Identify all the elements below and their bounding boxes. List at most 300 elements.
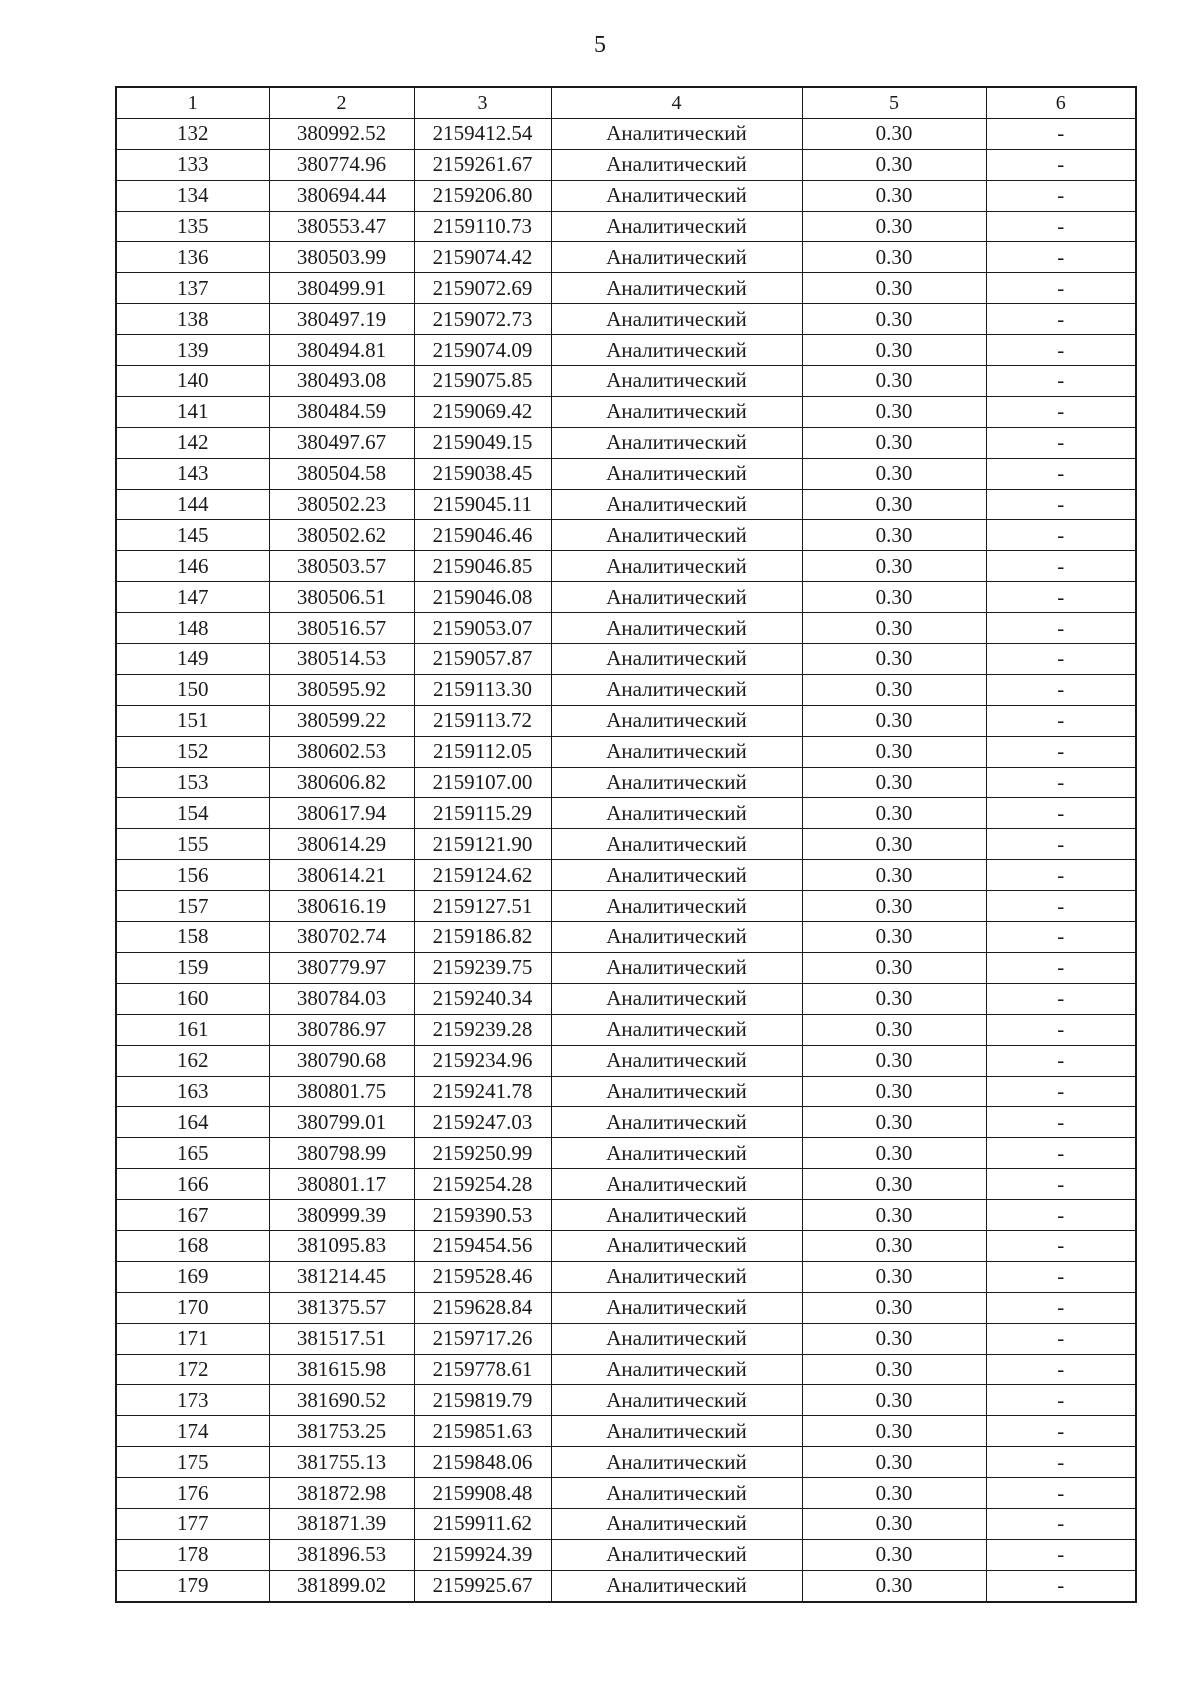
y-coordinate-cell: 2159717.26: [414, 1323, 551, 1354]
method-cell: Аналитический: [551, 551, 802, 582]
note-cell: -: [986, 1230, 1136, 1261]
accuracy-cell: 0.30: [802, 1539, 986, 1570]
point-number-cell: 153: [116, 767, 269, 798]
note-cell: -: [986, 613, 1136, 644]
y-coordinate-cell: 2159908.48: [414, 1478, 551, 1509]
y-coordinate-cell: 2159250.99: [414, 1138, 551, 1169]
x-coordinate-cell: 380494.81: [269, 335, 414, 366]
method-cell: Аналитический: [551, 458, 802, 489]
table-row: [116, 829, 1136, 860]
x-coordinate-cell: 381755.13: [269, 1447, 414, 1478]
note-cell: -: [986, 1169, 1136, 1200]
x-coordinate-cell: 380553.47: [269, 211, 414, 242]
x-coordinate-cell: 381214.45: [269, 1261, 414, 1292]
table-row: [116, 335, 1136, 366]
table-row: [116, 582, 1136, 613]
accuracy-cell: 0.30: [802, 582, 986, 613]
point-number-cell: 133: [116, 149, 269, 180]
point-number-cell: 173: [116, 1385, 269, 1416]
y-coordinate-cell: 2159046.46: [414, 520, 551, 551]
x-coordinate-cell: 380799.01: [269, 1107, 414, 1138]
point-number-cell: 165: [116, 1138, 269, 1169]
accuracy-cell: 0.30: [802, 829, 986, 860]
note-cell: -: [986, 1076, 1136, 1107]
page-number: 5: [594, 32, 606, 58]
point-number-cell: 177: [116, 1508, 269, 1539]
point-number-cell: 166: [116, 1169, 269, 1200]
table-row: [116, 242, 1136, 273]
y-coordinate-cell: 2159072.73: [414, 304, 551, 335]
table-header: [116, 87, 1136, 118]
accuracy-cell: 0.30: [802, 1508, 986, 1539]
coordinates-table: [115, 86, 1137, 1603]
accuracy-cell: 0.30: [802, 1169, 986, 1200]
method-cell: Аналитический: [551, 366, 802, 397]
accuracy-cell: 0.30: [802, 952, 986, 983]
y-coordinate-cell: 2159528.46: [414, 1261, 551, 1292]
method-cell: Аналитический: [551, 1323, 802, 1354]
note-cell: -: [986, 1385, 1136, 1416]
table-row: [116, 860, 1136, 891]
method-cell: Аналитический: [551, 489, 802, 520]
point-number-cell: 176: [116, 1478, 269, 1509]
x-coordinate-cell: 380614.29: [269, 829, 414, 860]
point-number-cell: 142: [116, 427, 269, 458]
x-coordinate-cell: 380497.19: [269, 304, 414, 335]
method-cell: Аналитический: [551, 1416, 802, 1447]
point-number-cell: 157: [116, 891, 269, 922]
method-cell: Аналитический: [551, 1076, 802, 1107]
method-cell: Аналитический: [551, 1385, 802, 1416]
x-coordinate-cell: 381517.51: [269, 1323, 414, 1354]
y-coordinate-cell: 2159127.51: [414, 891, 551, 922]
x-coordinate-cell: 380503.99: [269, 242, 414, 273]
method-cell: Аналитический: [551, 891, 802, 922]
note-cell: -: [986, 489, 1136, 520]
point-number-cell: 149: [116, 644, 269, 675]
method-cell: Аналитический: [551, 1354, 802, 1385]
table-row: [116, 891, 1136, 922]
header-cell-col1: 1: [116, 87, 269, 118]
note-cell: -: [986, 1508, 1136, 1539]
method-cell: Аналитический: [551, 335, 802, 366]
x-coordinate-cell: 381753.25: [269, 1416, 414, 1447]
accuracy-cell: 0.30: [802, 1416, 986, 1447]
table-row: [116, 304, 1136, 335]
accuracy-cell: 0.30: [802, 1107, 986, 1138]
method-cell: Аналитический: [551, 582, 802, 613]
accuracy-cell: 0.30: [802, 118, 986, 149]
x-coordinate-cell: 380774.96: [269, 149, 414, 180]
point-number-cell: 171: [116, 1323, 269, 1354]
method-cell: Аналитический: [551, 304, 802, 335]
method-cell: Аналитический: [551, 1107, 802, 1138]
accuracy-cell: 0.30: [802, 1138, 986, 1169]
x-coordinate-cell: 380502.62: [269, 520, 414, 551]
table-row: [116, 551, 1136, 582]
table-row: [116, 118, 1136, 149]
method-cell: Аналитический: [551, 1570, 802, 1601]
table-row: [116, 613, 1136, 644]
note-cell: -: [986, 1354, 1136, 1385]
note-cell: -: [986, 118, 1136, 149]
note-cell: -: [986, 304, 1136, 335]
table-row: [116, 149, 1136, 180]
method-cell: Аналитический: [551, 1200, 802, 1231]
accuracy-cell: 0.30: [802, 180, 986, 211]
note-cell: -: [986, 1107, 1136, 1138]
y-coordinate-cell: 2159186.82: [414, 922, 551, 953]
y-coordinate-cell: 2159925.67: [414, 1570, 551, 1601]
note-cell: -: [986, 674, 1136, 705]
note-cell: -: [986, 644, 1136, 675]
table-row: [116, 1169, 1136, 1200]
accuracy-cell: 0.30: [802, 613, 986, 644]
y-coordinate-cell: 2159074.42: [414, 242, 551, 273]
point-number-cell: 154: [116, 798, 269, 829]
y-coordinate-cell: 2159053.07: [414, 613, 551, 644]
table-row: [116, 1107, 1136, 1138]
method-cell: Аналитический: [551, 1045, 802, 1076]
x-coordinate-cell: 380595.92: [269, 674, 414, 705]
accuracy-cell: 0.30: [802, 242, 986, 273]
point-number-cell: 156: [116, 860, 269, 891]
table-row: [116, 427, 1136, 458]
accuracy-cell: 0.30: [802, 1478, 986, 1509]
method-cell: Аналитический: [551, 829, 802, 860]
accuracy-cell: 0.30: [802, 366, 986, 397]
x-coordinate-cell: 380779.97: [269, 952, 414, 983]
method-cell: Аналитический: [551, 705, 802, 736]
note-cell: -: [986, 582, 1136, 613]
accuracy-cell: 0.30: [802, 860, 986, 891]
note-cell: -: [986, 736, 1136, 767]
header-cell-col4: 4: [551, 87, 802, 118]
header-cell-col6: 6: [986, 87, 1136, 118]
x-coordinate-cell: 380616.19: [269, 891, 414, 922]
point-number-cell: 132: [116, 118, 269, 149]
method-cell: Аналитический: [551, 1261, 802, 1292]
point-number-cell: 152: [116, 736, 269, 767]
note-cell: -: [986, 1138, 1136, 1169]
note-cell: -: [986, 1478, 1136, 1509]
x-coordinate-cell: 381615.98: [269, 1354, 414, 1385]
y-coordinate-cell: 2159254.28: [414, 1169, 551, 1200]
table-row: [116, 1478, 1136, 1509]
x-coordinate-cell: 380801.17: [269, 1169, 414, 1200]
y-coordinate-cell: 2159261.67: [414, 149, 551, 180]
accuracy-cell: 0.30: [802, 1323, 986, 1354]
point-number-cell: 172: [116, 1354, 269, 1385]
note-cell: -: [986, 1292, 1136, 1323]
note-cell: -: [986, 1014, 1136, 1045]
accuracy-cell: 0.30: [802, 489, 986, 520]
note-cell: -: [986, 1200, 1136, 1231]
y-coordinate-cell: 2159628.84: [414, 1292, 551, 1323]
table-row: [116, 983, 1136, 1014]
accuracy-cell: 0.30: [802, 644, 986, 675]
y-coordinate-cell: 2159240.34: [414, 983, 551, 1014]
accuracy-cell: 0.30: [802, 427, 986, 458]
table-row: [116, 1200, 1136, 1231]
x-coordinate-cell: 380502.23: [269, 489, 414, 520]
point-number-cell: 159: [116, 952, 269, 983]
point-number-cell: 161: [116, 1014, 269, 1045]
point-number-cell: 145: [116, 520, 269, 551]
accuracy-cell: 0.30: [802, 520, 986, 551]
y-coordinate-cell: 2159239.28: [414, 1014, 551, 1045]
x-coordinate-cell: 380694.44: [269, 180, 414, 211]
accuracy-cell: 0.30: [802, 674, 986, 705]
y-coordinate-cell: 2159124.62: [414, 860, 551, 891]
table-row: [116, 644, 1136, 675]
method-cell: Аналитический: [551, 1230, 802, 1261]
x-coordinate-cell: 380516.57: [269, 613, 414, 644]
method-cell: Аналитический: [551, 983, 802, 1014]
y-coordinate-cell: 2159046.85: [414, 551, 551, 582]
point-number-cell: 162: [116, 1045, 269, 1076]
note-cell: -: [986, 1416, 1136, 1447]
method-cell: Аналитический: [551, 242, 802, 273]
y-coordinate-cell: 2159112.05: [414, 736, 551, 767]
point-number-cell: 136: [116, 242, 269, 273]
method-cell: Аналитический: [551, 273, 802, 304]
method-cell: Аналитический: [551, 860, 802, 891]
y-coordinate-cell: 2159107.00: [414, 767, 551, 798]
table-row: [116, 922, 1136, 953]
accuracy-cell: 0.30: [802, 736, 986, 767]
point-number-cell: 148: [116, 613, 269, 644]
y-coordinate-cell: 2159454.56: [414, 1230, 551, 1261]
y-coordinate-cell: 2159113.72: [414, 705, 551, 736]
point-number-cell: 167: [116, 1200, 269, 1231]
y-coordinate-cell: 2159057.87: [414, 644, 551, 675]
x-coordinate-cell: 380506.51: [269, 582, 414, 613]
y-coordinate-cell: 2159911.62: [414, 1508, 551, 1539]
point-number-cell: 140: [116, 366, 269, 397]
method-cell: Аналитический: [551, 767, 802, 798]
accuracy-cell: 0.30: [802, 396, 986, 427]
point-number-cell: 158: [116, 922, 269, 953]
method-cell: Аналитический: [551, 1478, 802, 1509]
method-cell: Аналитический: [551, 798, 802, 829]
x-coordinate-cell: 380617.94: [269, 798, 414, 829]
y-coordinate-cell: 2159038.45: [414, 458, 551, 489]
x-coordinate-cell: 380484.59: [269, 396, 414, 427]
method-cell: Аналитический: [551, 427, 802, 458]
table-row: [116, 674, 1136, 705]
table-row: [116, 705, 1136, 736]
table-body: [116, 118, 1136, 1601]
y-coordinate-cell: 2159390.53: [414, 1200, 551, 1231]
x-coordinate-cell: 380606.82: [269, 767, 414, 798]
point-number-cell: 151: [116, 705, 269, 736]
note-cell: -: [986, 180, 1136, 211]
table-row: [116, 1508, 1136, 1539]
accuracy-cell: 0.30: [802, 767, 986, 798]
accuracy-cell: 0.30: [802, 1200, 986, 1231]
table-row: [116, 458, 1136, 489]
accuracy-cell: 0.30: [802, 1045, 986, 1076]
y-coordinate-cell: 2159778.61: [414, 1354, 551, 1385]
table-row: [116, 1045, 1136, 1076]
note-cell: -: [986, 829, 1136, 860]
y-coordinate-cell: 2159241.78: [414, 1076, 551, 1107]
table-row: [116, 798, 1136, 829]
table-row: [116, 1230, 1136, 1261]
table-row: [116, 1323, 1136, 1354]
y-coordinate-cell: 2159924.39: [414, 1539, 551, 1570]
table-row: [116, 489, 1136, 520]
method-cell: Аналитический: [551, 1539, 802, 1570]
accuracy-cell: 0.30: [802, 304, 986, 335]
note-cell: -: [986, 952, 1136, 983]
point-number-cell: 134: [116, 180, 269, 211]
point-number-cell: 137: [116, 273, 269, 304]
x-coordinate-cell: 381375.57: [269, 1292, 414, 1323]
y-coordinate-cell: 2159110.73: [414, 211, 551, 242]
method-cell: Аналитический: [551, 1169, 802, 1200]
method-cell: Аналитический: [551, 736, 802, 767]
point-number-cell: 143: [116, 458, 269, 489]
x-coordinate-cell: 380801.75: [269, 1076, 414, 1107]
point-number-cell: 155: [116, 829, 269, 860]
x-coordinate-cell: 380602.53: [269, 736, 414, 767]
y-coordinate-cell: 2159819.79: [414, 1385, 551, 1416]
method-cell: Аналитический: [551, 613, 802, 644]
accuracy-cell: 0.30: [802, 1354, 986, 1385]
accuracy-cell: 0.30: [802, 798, 986, 829]
point-number-cell: 138: [116, 304, 269, 335]
y-coordinate-cell: 2159115.29: [414, 798, 551, 829]
note-cell: -: [986, 1447, 1136, 1478]
header-cell-col3: 3: [414, 87, 551, 118]
point-number-cell: 169: [116, 1261, 269, 1292]
accuracy-cell: 0.30: [802, 922, 986, 953]
accuracy-cell: 0.30: [802, 705, 986, 736]
table-row: [116, 1014, 1136, 1045]
method-cell: Аналитический: [551, 1447, 802, 1478]
note-cell: -: [986, 767, 1136, 798]
method-cell: Аналитический: [551, 118, 802, 149]
method-cell: Аналитический: [551, 180, 802, 211]
point-number-cell: 168: [116, 1230, 269, 1261]
x-coordinate-cell: 381871.39: [269, 1508, 414, 1539]
table-row: [116, 396, 1136, 427]
x-coordinate-cell: 381899.02: [269, 1570, 414, 1601]
method-cell: Аналитический: [551, 674, 802, 705]
accuracy-cell: 0.30: [802, 1261, 986, 1292]
point-number-cell: 146: [116, 551, 269, 582]
y-coordinate-cell: 2159239.75: [414, 952, 551, 983]
x-coordinate-cell: 381896.53: [269, 1539, 414, 1570]
y-coordinate-cell: 2159206.80: [414, 180, 551, 211]
method-cell: Аналитический: [551, 1292, 802, 1323]
table-row: [116, 736, 1136, 767]
x-coordinate-cell: 380503.57: [269, 551, 414, 582]
accuracy-cell: 0.30: [802, 273, 986, 304]
point-number-cell: 164: [116, 1107, 269, 1138]
table-row: [116, 1539, 1136, 1570]
accuracy-cell: 0.30: [802, 1076, 986, 1107]
note-cell: -: [986, 273, 1136, 304]
table-row: [116, 1138, 1136, 1169]
table-row: [116, 1385, 1136, 1416]
y-coordinate-cell: 2159074.09: [414, 335, 551, 366]
note-cell: -: [986, 520, 1136, 551]
method-cell: Аналитический: [551, 952, 802, 983]
x-coordinate-cell: 380702.74: [269, 922, 414, 953]
x-coordinate-cell: 380798.99: [269, 1138, 414, 1169]
accuracy-cell: 0.30: [802, 1014, 986, 1045]
point-number-cell: 139: [116, 335, 269, 366]
note-cell: -: [986, 1539, 1136, 1570]
y-coordinate-cell: 2159072.69: [414, 273, 551, 304]
accuracy-cell: 0.30: [802, 551, 986, 582]
note-cell: -: [986, 891, 1136, 922]
accuracy-cell: 0.30: [802, 891, 986, 922]
x-coordinate-cell: 380999.39: [269, 1200, 414, 1231]
method-cell: Аналитический: [551, 1508, 802, 1539]
table-row: [116, 1261, 1136, 1292]
table-row: [116, 211, 1136, 242]
y-coordinate-cell: 2159045.11: [414, 489, 551, 520]
point-number-cell: 163: [116, 1076, 269, 1107]
table-row: [116, 1292, 1136, 1323]
x-coordinate-cell: 380499.91: [269, 273, 414, 304]
note-cell: -: [986, 149, 1136, 180]
y-coordinate-cell: 2159851.63: [414, 1416, 551, 1447]
y-coordinate-cell: 2159075.85: [414, 366, 551, 397]
method-cell: Аналитический: [551, 149, 802, 180]
method-cell: Аналитический: [551, 644, 802, 675]
header-row: [116, 87, 1136, 118]
point-number-cell: 135: [116, 211, 269, 242]
point-number-cell: 144: [116, 489, 269, 520]
point-number-cell: 179: [116, 1570, 269, 1601]
accuracy-cell: 0.30: [802, 1385, 986, 1416]
x-coordinate-cell: 380599.22: [269, 705, 414, 736]
x-coordinate-cell: 381690.52: [269, 1385, 414, 1416]
table-row: [116, 1354, 1136, 1385]
y-coordinate-cell: 2159234.96: [414, 1045, 551, 1076]
note-cell: -: [986, 1045, 1136, 1076]
note-cell: -: [986, 705, 1136, 736]
table-row: [116, 767, 1136, 798]
accuracy-cell: 0.30: [802, 149, 986, 180]
y-coordinate-cell: 2159121.90: [414, 829, 551, 860]
method-cell: Аналитический: [551, 922, 802, 953]
point-number-cell: 141: [116, 396, 269, 427]
note-cell: -: [986, 798, 1136, 829]
x-coordinate-cell: 380504.58: [269, 458, 414, 489]
x-coordinate-cell: 380790.68: [269, 1045, 414, 1076]
note-cell: -: [986, 551, 1136, 582]
point-number-cell: 150: [116, 674, 269, 705]
note-cell: -: [986, 922, 1136, 953]
table-row: [116, 520, 1136, 551]
note-cell: -: [986, 458, 1136, 489]
accuracy-cell: 0.30: [802, 1292, 986, 1323]
table-row: [116, 1076, 1136, 1107]
table-row: [116, 1570, 1136, 1601]
y-coordinate-cell: 2159049.15: [414, 427, 551, 458]
table-row: [116, 1416, 1136, 1447]
accuracy-cell: 0.30: [802, 458, 986, 489]
point-number-cell: 178: [116, 1539, 269, 1570]
x-coordinate-cell: 380614.21: [269, 860, 414, 891]
accuracy-cell: 0.30: [802, 1570, 986, 1601]
